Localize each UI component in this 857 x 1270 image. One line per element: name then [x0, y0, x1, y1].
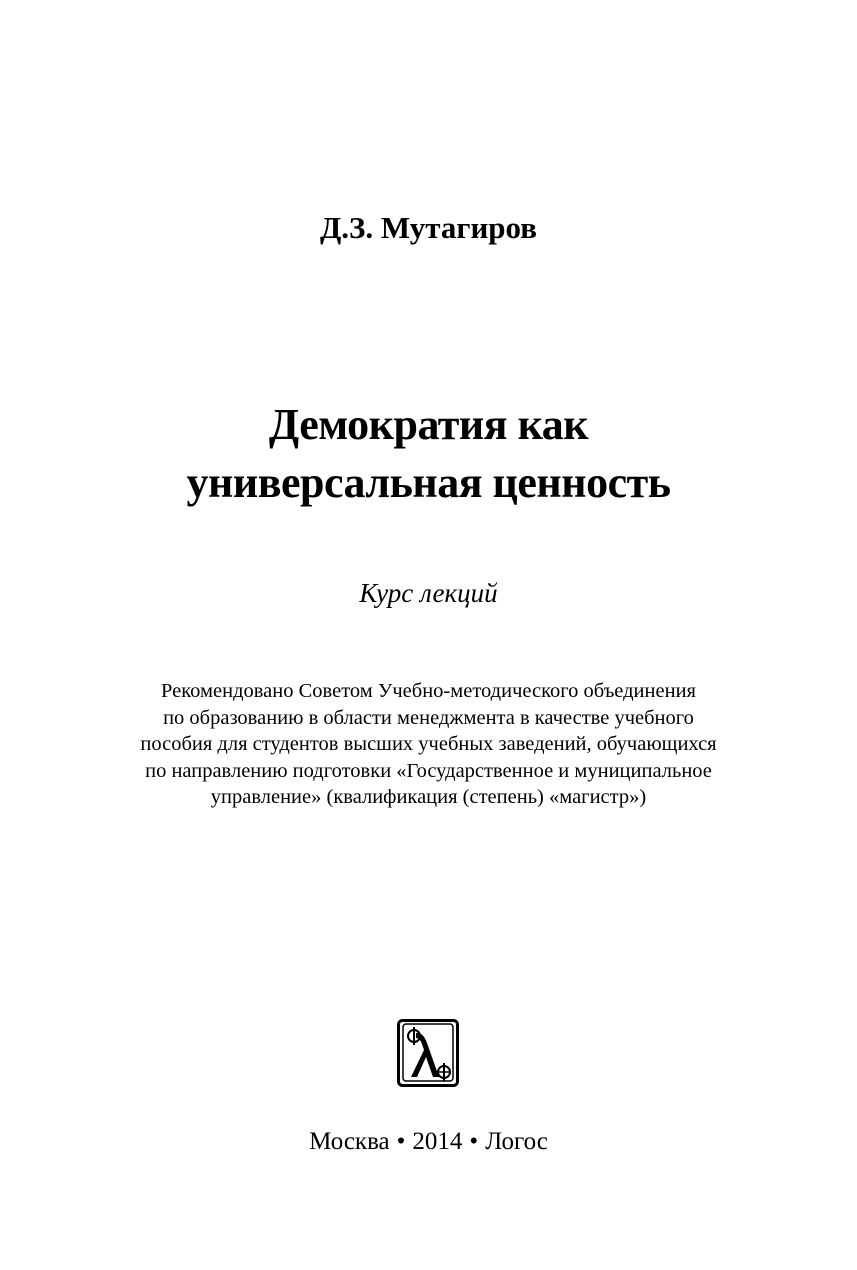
recommendation-line: пособия для студентов высших учебных заведений, обучающихся	[140, 733, 717, 755]
separator-dot: •	[469, 1128, 479, 1155]
publisher-logo-icon	[397, 1019, 459, 1087]
recommendation-line: управление» (квалификация (степень) «магистр»)	[210, 786, 647, 808]
book-subtitle: Курс лекций	[359, 578, 498, 608]
book-title	[0, 396, 857, 512]
imprint-year: 2014	[412, 1128, 463, 1155]
book-title-line: универсальная ценность	[186, 458, 671, 507]
author-name: Д.З. Мутагиров	[319, 210, 538, 245]
imprint-publisher: Логос	[485, 1128, 548, 1155]
imprint	[0, 1125, 857, 1159]
recommendation-text	[0, 678, 857, 811]
imprint-city: Москва	[309, 1128, 390, 1155]
separator-dot: •	[396, 1128, 406, 1155]
recommendation-line: по направлению подготовки «Государственное и муниципальное	[145, 759, 712, 782]
recommendation-line: Рекомендовано Советом Учебно-методического объединения	[161, 680, 696, 702]
book-title-line: Демократия как	[268, 400, 589, 449]
recommendation-line: по образованию в области менеджмента в качестве учебного	[163, 706, 694, 729]
